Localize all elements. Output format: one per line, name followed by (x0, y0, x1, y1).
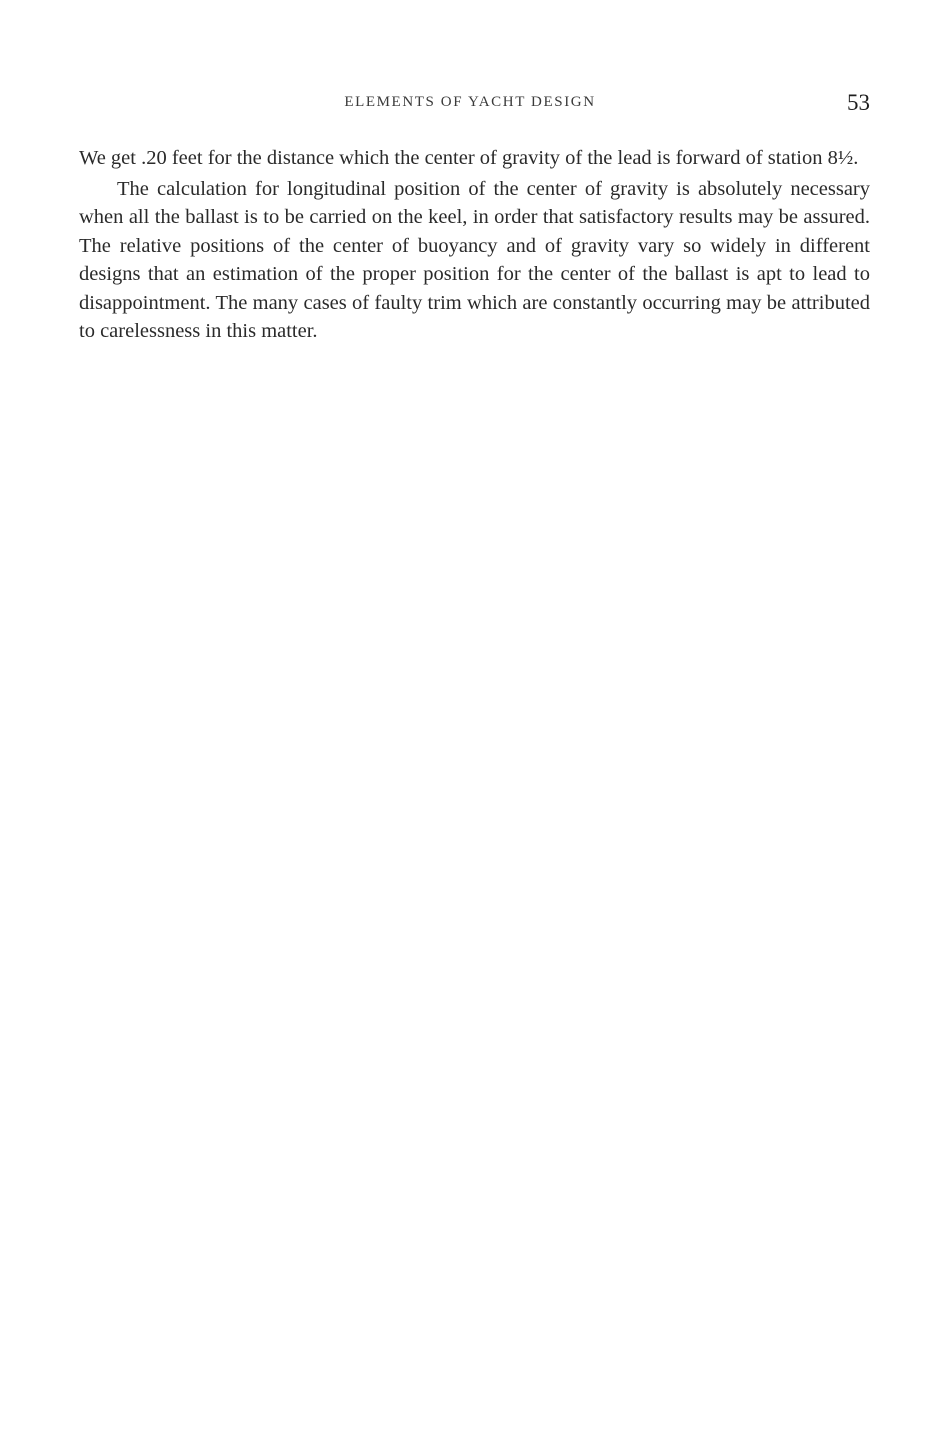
paragraph: The calculation for longitudinal position of the center of gravity is absolutely necessary when all the ballast is to be carried on the keel, in order that satisfactory results may be assured. The relative positions of the center of buoyancy and of gravity vary so widely in different designs that an estimation of the proper position for the center of the ballast is apt to lead to disappointment. The many cases of faulty trim which are constantly occurring may be attributed to carelessness in this matter. (79, 177, 870, 342)
paragraph: We get .20 feet for the distance which the center of gravity of the lead is forward of station 8½. (79, 147, 859, 169)
body-text (79, 144, 870, 346)
running-title: ELEMENTS OF YACHT DESIGN (344, 94, 596, 110)
running-header (0, 90, 940, 120)
page-number: 53 (847, 90, 870, 115)
